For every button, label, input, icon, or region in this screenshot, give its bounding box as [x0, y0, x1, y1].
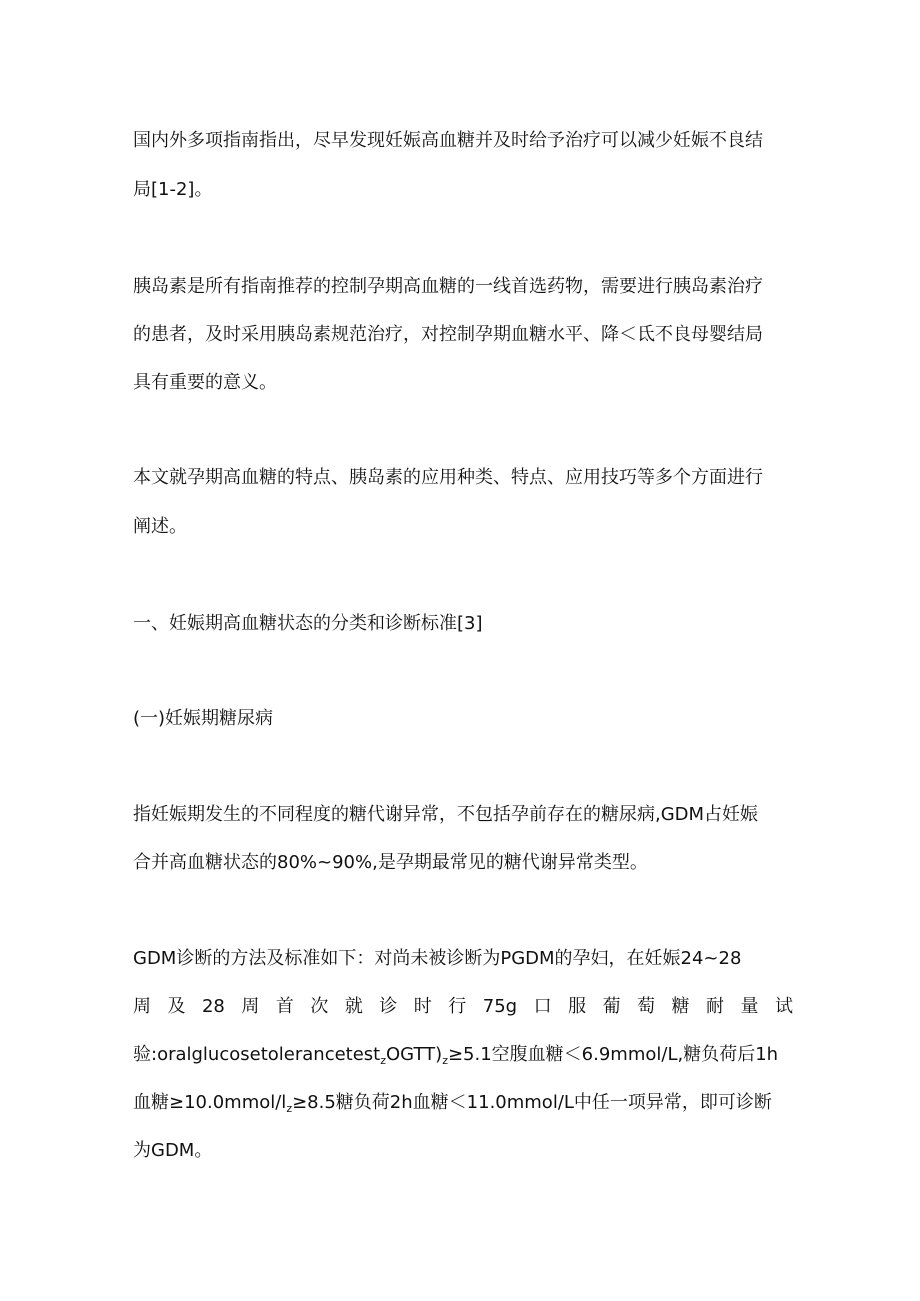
paragraph-3-line-2: 阐述。 [133, 516, 187, 537]
paragraph-4-line-2: 合并高血糖状态的80%~90%,是孕期最常见的糖代谢异常类型。 [133, 852, 648, 873]
paragraph-5-line-3-part-1: 验:oralglucosetolerancetest [133, 1044, 381, 1065]
paragraph-3-line-1: 本文就孕期高血糖的特点、胰岛素的应用种类、特点、应用技巧等多个方面进行 [133, 467, 763, 488]
subscript-z-2: z [442, 1054, 448, 1067]
paragraph-5-line-4 [133, 1090, 793, 1122]
paragraph-2-line-3: 具有重要的意义。 [133, 372, 277, 393]
paragraph-5-line-5: 为GDM。 [133, 1140, 213, 1161]
paragraph-5-line-3 [133, 1042, 793, 1074]
subsection-heading: (一)妊娠期糖尿病 [133, 708, 274, 729]
paragraph-1-line-1: 国内外多项指南指出，尽早发现妊娠高血糖并及时给予治疗可以减少妊娠不良结 [133, 130, 763, 151]
subscript-z-1: z [380, 1054, 387, 1067]
paragraph-5-line-1: GDM诊断的方法及标准如下：对尚未被诊断为PGDM的孕妇，在妊娠24~28 [133, 948, 742, 969]
paragraph-2-line-2: 的患者，及时采用胰岛素规范治疗，对控制孕期血糖水平、降＜氐不良母婴结局 [133, 324, 763, 345]
section-heading: 一、妊娠期高血糖状态的分类和诊断标准[3] [133, 613, 483, 634]
paragraph-1-line-2: 局[1-2]。 [133, 179, 213, 200]
paragraph-5-line-4-part-1: 血糖≥10.0mmol/l [133, 1092, 287, 1113]
paragraph-4-line-1: 指妊娠期发生的不同程度的糖代谢异常，不包括孕前存在的糖尿病,GDM占妊娠 [133, 804, 759, 825]
paragraph-5-line-4-part-2: ≥8.5糖负荷2h血糖＜11.0mmol/L中任一项异常，即可诊断 [292, 1092, 772, 1113]
subscript-z-3: z [286, 1102, 293, 1115]
paragraph-5-line-3-part-2: OGTT) [386, 1044, 443, 1065]
paragraph-5-line-3-part-3: ≥5.1空腹血糖＜6.9mmol/L,糖负荷后1h [447, 1044, 779, 1065]
paragraph-2-line-1: 胰岛素是所有指南推荐的控制孕期高血糖的一线首选药物，需要进行胰岛素治疗 [133, 276, 763, 297]
paragraph-5-line-2: 周及28周首次就诊时行75g口服葡萄糖耐量试 [133, 996, 793, 1017]
